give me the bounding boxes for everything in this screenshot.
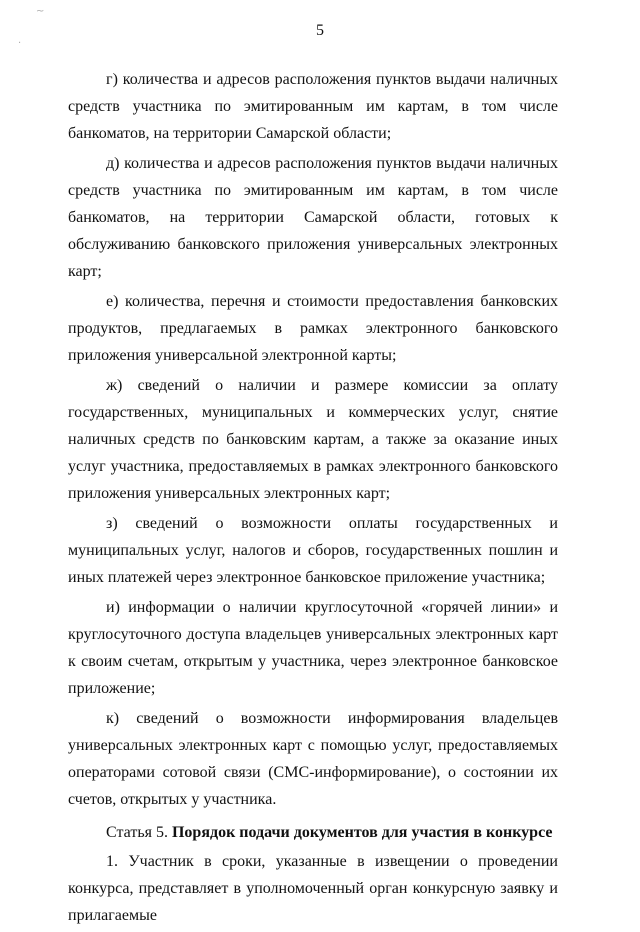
scan-mark: ~ [36, 6, 45, 17]
list-item-z: з) сведений о возможности оплаты государственных и муниципальных услуг, налогов и сборов, государственных пошлин и иных платежей через электронное банковское приложение участника; [68, 515, 558, 586]
article-prefix: Статья 5. [106, 824, 172, 841]
list-item-g: г) количества и адресов расположения пунктов выдачи наличных средств участника по эмитированным им картам, в том числе банкоматов, на территории Самарской области; [68, 71, 558, 142]
document-body [68, 66, 558, 932]
article-heading [68, 819, 558, 846]
article-title: Порядок подачи документов для участия в конкурсе [171, 824, 553, 841]
scan-mark: · [18, 38, 22, 49]
list-item-e: е) количества, перечня и стоимости предоставления банковских продуктов, предлагаемых в рамках электронного банковского приложения универсальной электронной карты; [68, 293, 558, 364]
list-item-k: к) сведений о возможности информирования владельцев универсальных электронных карт с помощью услуг, предоставляемых операторами сотовой связи (СМС-информирование), о состоянии их счетов, открытых у участника. [68, 710, 558, 808]
list-item-i: и) информации о наличии круглосуточной «горячей линии» и круглосуточного доступа владельцев универсальных электронных карт к своим счетам, открытым у участника, через электронное банковское приложение; [68, 599, 558, 697]
page-number: 5 [316, 22, 324, 39]
list-item-zh: ж) сведений о наличии и размере комиссии за оплату государственных, муниципальных и коммерческих услуг, снятие наличных средств по банковским картам, а также за оказание иных услуг участника, предоставляемых в рамках электронного банковского приложения универсальных электронных карт; [68, 377, 558, 502]
list-item-d: д) количества и адресов расположения пунктов выдачи наличных средств участника по эмитированным им картам, в том числе банкоматов, на территории Самарской области, готовых к обслуживанию банковского приложения универсальных электронных карт; [68, 155, 558, 280]
article-paragraph-1: 1. Участник в сроки, указанные в извещении о проведении конкурса, представляет в уполномоченный орган конкурсную заявку и прилагаемые [68, 853, 558, 924]
